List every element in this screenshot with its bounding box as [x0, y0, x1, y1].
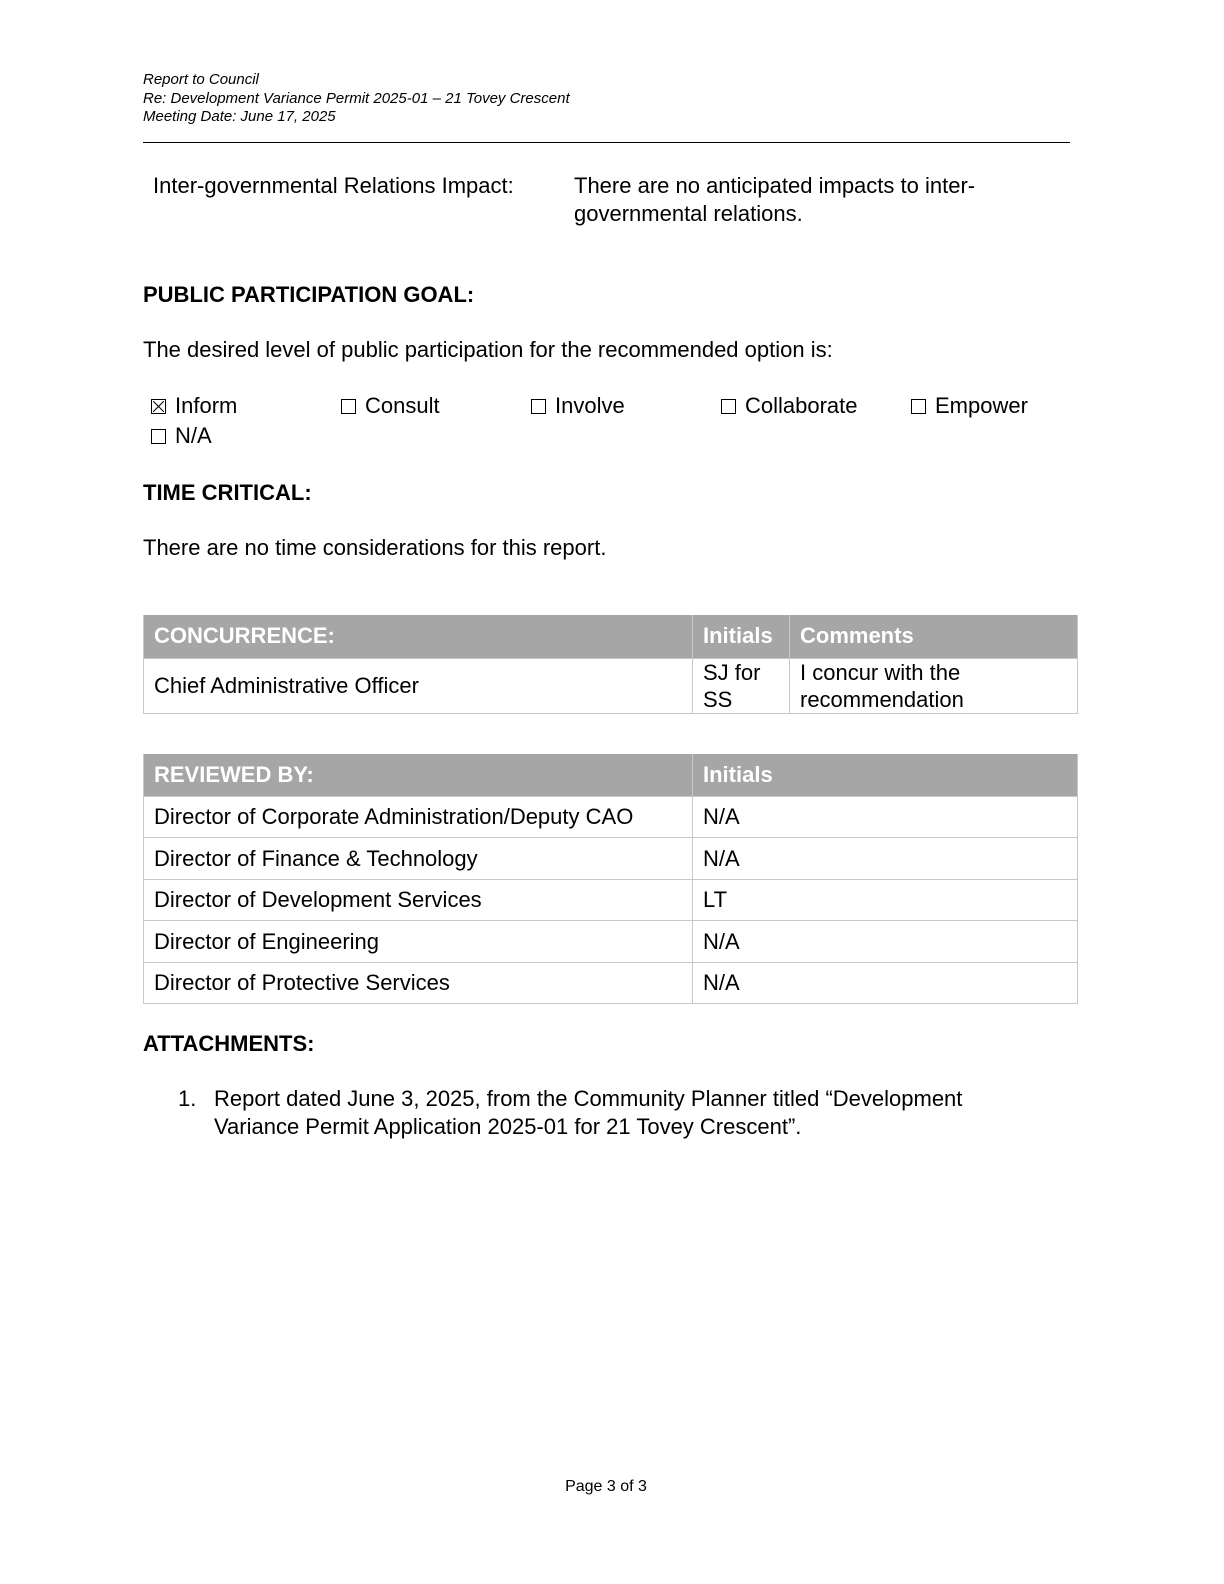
comments-header: Comments	[790, 615, 1078, 658]
table-row	[144, 658, 1078, 713]
initials-cell: N/A	[693, 921, 1078, 963]
role-cell: Director of Corporate Administration/Deputy CAO	[144, 796, 693, 838]
table-row	[144, 879, 1078, 921]
table-row	[144, 796, 1078, 838]
table-row	[144, 921, 1078, 963]
role-cell: Director of Finance & Technology	[144, 838, 693, 880]
checkbox-icon[interactable]	[531, 399, 546, 414]
option-label: Involve	[555, 393, 625, 418]
reviewed-by-header: REVIEWED BY:	[144, 754, 693, 796]
reviewed-header-row	[144, 754, 1078, 796]
role-cell: Director of Protective Services	[144, 962, 693, 1004]
attachments-heading: ATTACHMENTS:	[143, 1031, 315, 1056]
option-consult[interactable]	[341, 392, 440, 420]
page-number: Page 3 of 3	[565, 1478, 647, 1495]
checkbox-icon[interactable]	[911, 399, 926, 414]
role-cell: Director of Development Services	[144, 879, 693, 921]
option-involve[interactable]	[531, 392, 625, 420]
option-inform[interactable]	[151, 392, 237, 420]
header-divider	[143, 142, 1070, 143]
table-row	[144, 962, 1078, 1004]
option-label: Consult	[365, 393, 440, 418]
concurrence-table	[143, 615, 1078, 714]
initials-cell: LT	[693, 879, 1078, 921]
participation-heading: PUBLIC PARTICIPATION GOAL:	[143, 282, 475, 307]
header-line-subject: Re: Development Variance Permit 2025-01 – 21 Tovey Crescent	[143, 89, 570, 107]
option-label: Inform	[175, 393, 238, 418]
option-empower[interactable]	[911, 392, 1028, 420]
initials-header: Initials	[693, 754, 1078, 796]
list-item-text: Report dated June 3, 2025, from the Community Planner titled “Development Variance Permit Application 2025-01 for 21 Tovey Crescent”.	[214, 1086, 963, 1139]
option-label: Collaborate	[745, 393, 858, 418]
initials-header: Initials	[693, 615, 790, 658]
initials-cell: N/A	[693, 838, 1078, 880]
impact-label: Inter-governmental Relations Impact:	[153, 173, 514, 198]
list-item-number: 1.	[178, 1086, 197, 1111]
header-line-title: Report to Council	[143, 71, 259, 88]
checkbox-icon[interactable]	[721, 399, 736, 414]
option-na[interactable]	[151, 422, 212, 450]
impact-text: There are no anticipated impacts to inter-governmental relations.	[574, 173, 976, 226]
concurrence-header: CONCURRENCE:	[144, 615, 693, 658]
role-cell: Director of Engineering	[144, 921, 693, 963]
table-row	[144, 838, 1078, 880]
header-line-meeting-date: Meeting Date: June 17, 2025	[143, 108, 336, 125]
concurrence-header-row	[144, 615, 1078, 658]
option-label: N/A	[175, 423, 212, 448]
reviewed-by-table	[143, 754, 1078, 1004]
checkbox-icon[interactable]	[341, 399, 356, 414]
option-collaborate[interactable]	[721, 392, 858, 420]
checkbox-icon[interactable]	[151, 429, 166, 444]
comment-cell: I concur with the recommendation	[790, 658, 1078, 713]
time-critical-heading: TIME CRITICAL:	[143, 480, 312, 505]
time-critical-text: There are no time considerations for this report.	[143, 535, 607, 560]
initials-cell: N/A	[693, 962, 1078, 1004]
initials-cell: SJ for SS	[693, 658, 790, 713]
initials-cell: N/A	[693, 796, 1078, 838]
option-label: Empower	[935, 393, 1028, 418]
checkbox-checked-icon[interactable]	[151, 399, 166, 414]
role-cell: Chief Administrative Officer	[144, 658, 693, 713]
report-header	[143, 71, 570, 127]
participation-intro: The desired level of public participation for the recommended option is:	[143, 337, 833, 362]
